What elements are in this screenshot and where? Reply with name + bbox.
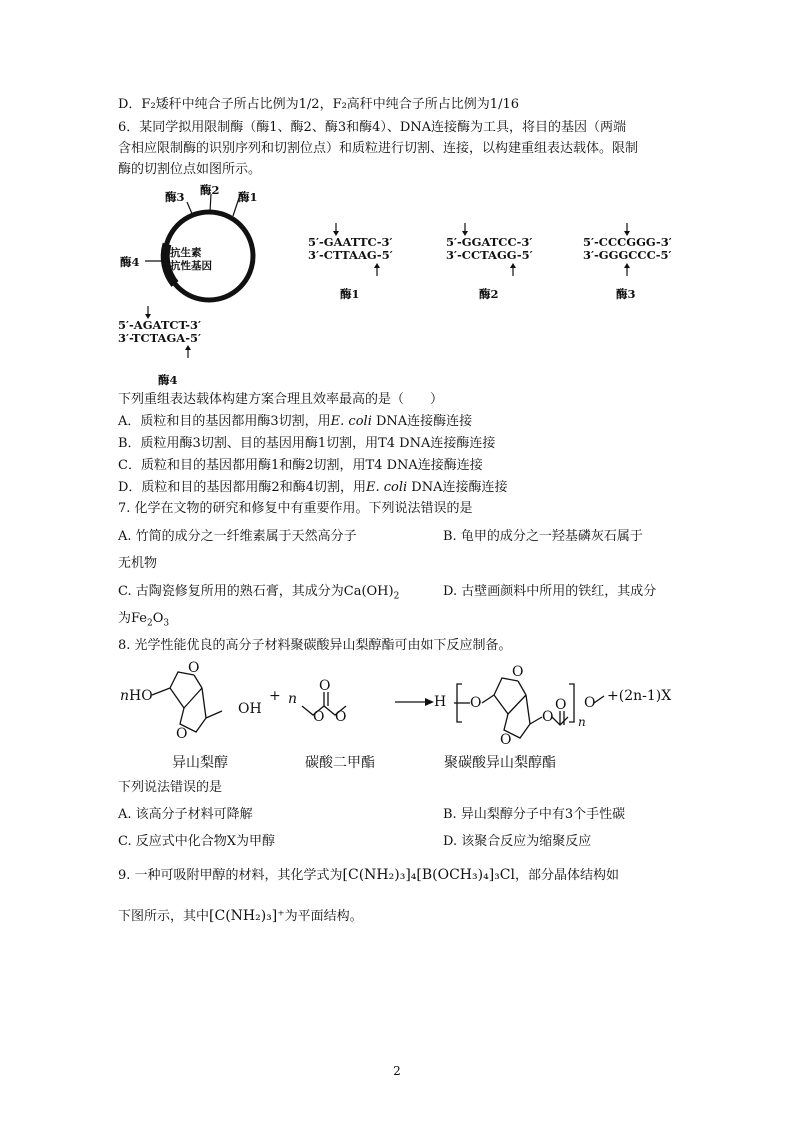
enzyme3-bottom-arrow (621, 262, 641, 276)
enzyme2-bottom-strand: 3′-CCTAGG-5′ (446, 248, 533, 262)
svg-text:O: O (512, 664, 524, 680)
q8-option-d: D. 该聚合反应为缩聚反应 (443, 834, 592, 849)
enzyme2-name: 酶2 (479, 287, 499, 301)
plus-sign: + (269, 688, 281, 704)
polymer-h: H (434, 694, 447, 710)
plasmid-label-enzyme1: 酶1 (238, 190, 258, 204)
svg-text:O: O (319, 678, 331, 694)
enzyme2-bottom-arrow (507, 262, 527, 276)
q5-option-d: D．F₂矮秆中纯合子所占比例为1/2，F₂高秆中纯合子所占比例为1/16 (118, 97, 520, 112)
name-isosorbide: 异山梨醇 (172, 755, 228, 771)
svg-text:O: O (500, 732, 512, 748)
q7-option-a: A. 竹简的成分之一纤维素属于天然高分子 (118, 529, 357, 544)
enzyme4-bottom-strand: 3′-TCTAGA-5′ (118, 331, 202, 345)
q8-option-a: A. 该高分子材料可降解 (118, 807, 253, 822)
byproduct-term: +(2n-1)X (607, 688, 672, 704)
q9-stem-line1: 9. 一种可吸附甲醇的材料，其化学式为[C(NH₂)₃]₄[B(OCH₃)₄]₃Cl，部分晶体结构如 (118, 867, 619, 883)
q7-option-d: D. 古壁画颜料中所用的铁红，其成分 (443, 584, 657, 599)
enzyme1-top-strand: 5′-GAATTC-3′ (308, 235, 393, 249)
svg-text:O: O (584, 695, 596, 711)
q6-option-b: B．质粒用酶3切割、目的基因用酶1切割，用T4 DNA连接酶连接 (118, 436, 496, 451)
enzyme3-bottom-strand: 3′-GGGCCC-5′ (583, 248, 672, 262)
reactant2-coefficient: n (288, 691, 298, 707)
svg-text:O: O (188, 660, 200, 676)
reactant1-prefix: nHO (120, 688, 153, 704)
q6-option-a: A．质粒和目的基因都用酶3切割，用E. coli DNA连接酶连接 (118, 414, 473, 429)
q6-question: 下列重组表达载体构建方案合理且效率最高的是（ ） (118, 392, 444, 407)
plasmid-label-enzyme2: 酶2 (200, 183, 220, 197)
name-polymer: 聚碳酸异山梨醇酯 (444, 755, 556, 771)
enzyme3-name: 酶3 (616, 287, 636, 301)
svg-text:O: O (176, 726, 188, 742)
name-dimethyl-carbonate: 碳酸二甲酯 (305, 755, 375, 771)
enzyme1-bottom-arrow (371, 262, 391, 276)
svg-text:O: O (335, 709, 347, 725)
enzyme1-name: 酶1 (340, 287, 360, 301)
svg-text:O: O (542, 709, 554, 725)
q9-cation-formula: [C(NH₂)₃]⁺ (209, 908, 285, 924)
q7-option-c: C. 古陶瓷修复所用的熟石膏，其成分为$Ca(OH)_2$ (118, 584, 400, 602)
resistance-gene-label: 抗生素 抗性基因 (170, 247, 212, 272)
plasmid-label-enzyme3: 酶3 (165, 190, 185, 204)
reaction-scheme (110, 658, 690, 748)
q8-stem: 8. 光学性能优良的高分子材料聚碳酸异山梨醇酯可由如下反应制备。 (118, 638, 512, 653)
svg-text:O: O (470, 695, 482, 711)
enzyme4-top-strand: 5′-AGATCT-3′ (118, 318, 202, 332)
enzyme4-bottom-arrow (182, 344, 202, 358)
q7-stem: 7. 化学在文物的研究和修复中有重要作用。下列说法错误的是 (118, 501, 473, 516)
q8-question: 下列说法错误的是 (118, 780, 223, 795)
q6-stem-line2: 含相应限制酶的识别序列和切割位点）和质粒进行切割、连接，以构建重组表达载体。限制 (118, 141, 639, 156)
q7-option-d-cont: 为$Fe_2O_3$ (118, 611, 170, 629)
svg-text:O: O (313, 709, 325, 725)
enzyme3-top-strand: 5′-CCCGGG-3′ (583, 235, 672, 249)
enzyme4-name: 酶4 (158, 373, 178, 387)
polymer-subscript-n: n (578, 715, 586, 729)
q8-option-b: B. 异山梨醇分子中有3个手性碳 (443, 807, 626, 822)
q9-formula: [C(NH₂)₃]₄[B(OCH₃)₄]₃Cl (342, 867, 515, 883)
enzyme1-bottom-strand: 3′-CTTAAG-5′ (308, 248, 393, 262)
reactant1-oh: OH (238, 701, 262, 717)
q6-stem-line3: 酶的切割位点如图所示。 (118, 162, 262, 177)
q7-option-b: B. 龟甲的成分之一羟基磷灰石属于 (443, 529, 643, 544)
page-number: 2 (393, 1064, 401, 1078)
svg-text:O: O (555, 697, 567, 713)
q9-stem-line2: 下图所示，其中[C(NH₂)₃]⁺为平面结构。 (118, 908, 363, 924)
q6-option-c: C．质粒和目的基因都用酶1和酶2切割，用T4 DNA连接酶连接 (118, 458, 483, 473)
q7-option-b-cont: 无机物 (118, 556, 158, 571)
plasmid-diagram (115, 180, 285, 305)
q6-option-d: D．质粒和目的基因都用酶2和酶4切割，用E. coli DNA连接酶连接 (118, 480, 508, 495)
plasmid-label-enzyme4: 酶4 (120, 255, 140, 269)
enzyme2-top-strand: 5′-GGATCC-3′ (446, 235, 533, 249)
q8-option-c: C. 反应式中化合物X为甲醇 (118, 834, 276, 849)
q6-stem-line1: 6．某同学拟用限制酶（酶1、酶2、酶3和酶4）、DNA连接酶为工具，将目的基因（两端 (118, 120, 627, 135)
